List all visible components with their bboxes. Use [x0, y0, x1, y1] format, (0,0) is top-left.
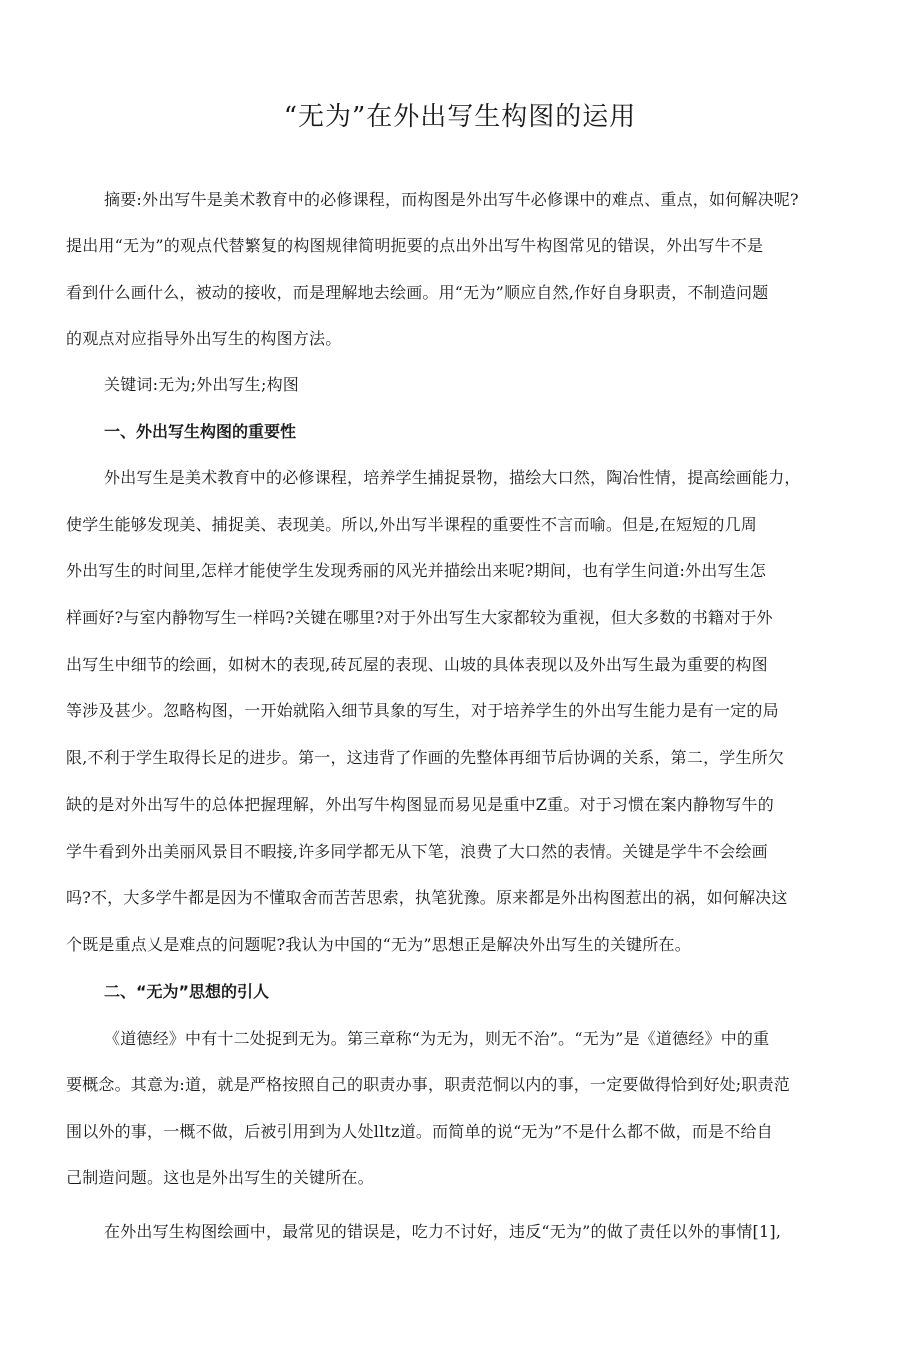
section-heading-1: 一、外出写生构图的重要性	[104, 422, 297, 441]
body-line: 外出写生是美术教育中的必修课程，培养学生捕捉景物，描绘大口然，陶冶性情，提高绘画能力，	[104, 468, 801, 487]
body-line: 个既是重点乂是难点的问题呢?我认为中国的“无为”思想正是解决外出写生的关键所在。	[66, 935, 691, 954]
body-line: 样画好?与室内静物写生一样吗?关键在哪里?对于外出写生大家都较为重视，但大多数的书籍对于外	[66, 608, 773, 627]
body-line: 学牛看到外出美丽风景目不暇接,许多同学都无从下笔，浪费了大口然的表情。关键是学牛不会绘画	[66, 842, 768, 861]
body-line: 围以外的事，一概不做，后被引用到为人处lltz道。而简单的说“无为”不是什么都不做，而是不给自	[66, 1122, 773, 1141]
body-line: 限,不利于学生取得长足的进步。第一，这违背了作画的先整体再细节后协调的关系，第二，学生所欠	[66, 748, 785, 767]
body-line: 吗?不，大多学牛都是因为不懂取舍而苦苦思索，执笔犹豫。原来都是外出构图惹出的祸，如何解决这	[66, 888, 788, 907]
keywords-line: 关键词:无为;外出写生;构图	[104, 375, 299, 394]
body-line: 己制造问题。这也是外出写生的关键所在。	[66, 1168, 374, 1187]
body-line: 缺的是对外出写牛的总体把握理解，外出写牛构图显而易见是重中Z重。对于习惯在案内静物写牛的	[66, 795, 774, 814]
body-line: 《道德经》中有十二处捉到无为。第三章称“为无为，则无不治”。“无为”是《道德经》中的重	[104, 1029, 770, 1048]
abstract-line: 看到什么画什么，被动的接收，而是理解地去绘画。用“无为”顺应自然,作好自身职责，不制造问题	[66, 283, 769, 302]
abstract-line: 提出用“无为”的观点代替繁复的构图规律简明扼要的点出外出写牛构图常见的错误，外出写牛不是	[66, 236, 764, 255]
body-line: 出写生中细节的绘画，如树木的表现,砖瓦屋的表现、山坡的具体表现以及外出写生最为重要的构图	[66, 655, 768, 674]
body-line: 等涉及甚少。忽略构图，一开始就陷入细节具象的写生，对于培养学生的外出写生能力是有一定的局	[66, 701, 779, 720]
body-line: 要概念。其意为:道，就是严格按照自己的职责办事，职责范恫以内的事，一定要做得恰到好处;职责范	[66, 1075, 790, 1094]
body-line: 外出写生的时间里,怎样才能使学生发现秀丽的风光并描绘出来呢?期间，也有学生问道:外出写生怎	[66, 561, 767, 580]
section-heading-2: 二、“无为”思想的引人	[104, 982, 270, 1001]
abstract-line: 摘要:外出写牛是美术教育中的必修课程，而构图是外出写牛必修课中的难点、重点，如何解决呢?	[104, 190, 799, 209]
body-line: 使学生能够发现美、捕捉美、表现美。所以,外出写半课程的重要性不言而喻。但是,在短短的几周	[66, 515, 757, 534]
document-title: “无为”在外出写生构图的运用	[283, 102, 637, 132]
abstract-line: 的观点对应指导外出写生的构图方法。	[66, 329, 342, 348]
body-line: 在外出写生构图绘画中，最常见的错误是，吃力不讨好，违反“无为”的做了责任以外的事情[1],	[104, 1222, 782, 1241]
